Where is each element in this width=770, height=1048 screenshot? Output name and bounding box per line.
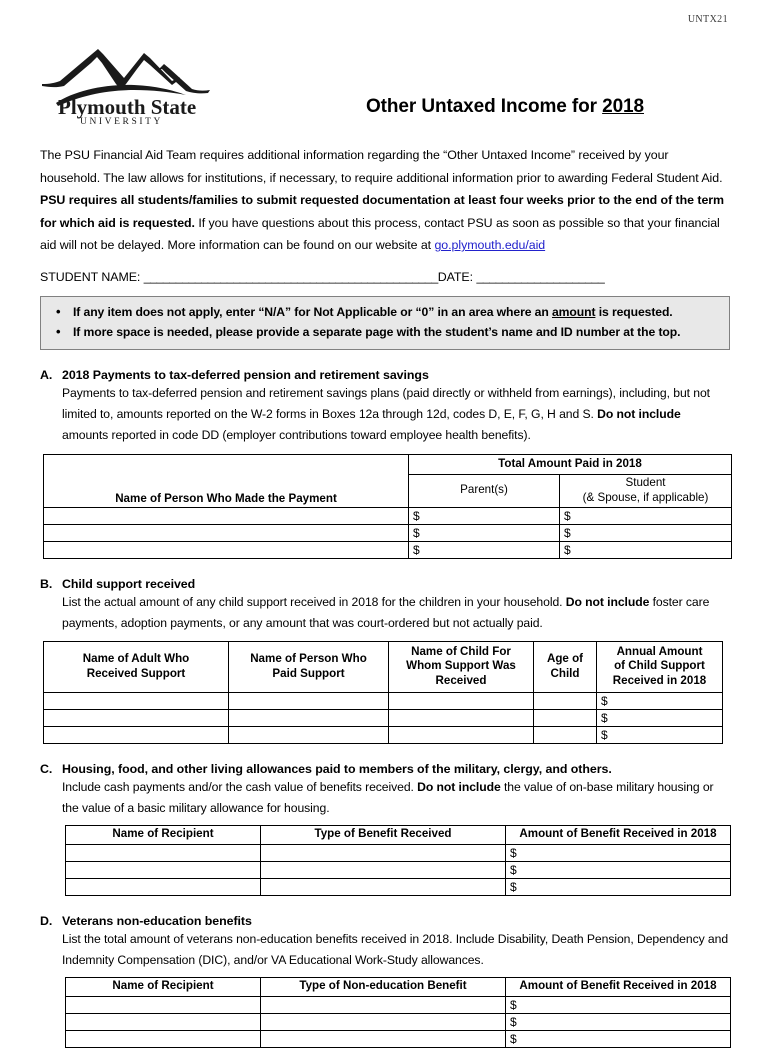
section-c-row3-recipient[interactable] bbox=[66, 878, 261, 895]
section-b-col-adult bbox=[44, 641, 229, 692]
table-row[interactable] bbox=[66, 844, 731, 861]
section-b-row1-child[interactable] bbox=[389, 692, 534, 709]
section-d-title: Veterans non-education benefits bbox=[62, 913, 252, 928]
table-header-row bbox=[44, 641, 723, 692]
section-b-col-age bbox=[534, 641, 597, 692]
section-b-row3-child[interactable] bbox=[389, 726, 534, 743]
section-c-desc-bold: Do not include bbox=[417, 779, 501, 794]
section-b-col-child-line3: Received bbox=[435, 674, 487, 688]
student-name-label: STUDENT NAME: bbox=[40, 269, 144, 284]
section-a-description bbox=[62, 383, 730, 446]
section-a-desc-2: amounts reported in code DD (employer contributions toward employee health benefits). bbox=[62, 427, 531, 442]
section-b-col-payer-line1: Name of Person Who bbox=[250, 651, 367, 665]
section-b-description bbox=[62, 592, 730, 634]
table-row[interactable] bbox=[44, 709, 723, 726]
table-header-row bbox=[66, 825, 731, 844]
section-b-col-amount bbox=[597, 641, 723, 692]
section-b-heading bbox=[40, 577, 730, 591]
section-d-row3-type[interactable] bbox=[261, 1030, 506, 1047]
form-code: UNTX21 bbox=[687, 14, 728, 25]
section-b-col-payer-line2: Paid Support bbox=[272, 666, 345, 680]
financial-aid-link[interactable]: go.plymouth.edu/aid bbox=[434, 238, 546, 253]
page-header bbox=[40, 0, 730, 124]
section-c-table bbox=[65, 825, 731, 896]
table-row[interactable] bbox=[66, 1030, 731, 1047]
table-row[interactable] bbox=[44, 692, 723, 709]
table-header-row bbox=[66, 977, 731, 996]
section-c-col-amount: Amount of Benefit Received in 2018 bbox=[506, 825, 731, 844]
section-d-col-recipient: Name of Recipient bbox=[66, 977, 261, 996]
student-name-date-line bbox=[40, 270, 730, 284]
table-header-row bbox=[44, 454, 732, 474]
section-b-row1-amount[interactable]: $ bbox=[597, 692, 723, 709]
section-a-col-parent: Parent(s) bbox=[409, 474, 560, 507]
table-row[interactable] bbox=[66, 996, 731, 1013]
section-a-span-header: Total Amount Paid in 2018 bbox=[409, 454, 732, 474]
section-c-row1-type[interactable] bbox=[261, 844, 506, 861]
section-c-row1-amount[interactable]: $ bbox=[506, 844, 731, 861]
section-b-row2-amount[interactable]: $ bbox=[597, 709, 723, 726]
section-b-col-child bbox=[389, 641, 534, 692]
section-d-col-type: Type of Non-education Benefit bbox=[261, 977, 506, 996]
mountain-logo-icon bbox=[40, 32, 240, 124]
logo-subwordmark: UNIVERSITY bbox=[80, 117, 163, 124]
section-b-desc-1: List the actual amount of any child support received in 2018 for the children in your household. bbox=[62, 594, 566, 609]
section-b-col-amount-line2: of Child Support bbox=[614, 659, 705, 673]
notice-item-1-pre: If any item does not apply, enter “N/A” for Not Applicable or “0” in an area where an bbox=[73, 304, 552, 319]
section-b-row1-age[interactable] bbox=[534, 692, 597, 709]
section-d-row2-amount[interactable]: $ bbox=[506, 1013, 731, 1030]
section-b-col-age-line2: Child bbox=[550, 666, 580, 680]
section-d bbox=[40, 914, 730, 1048]
section-b-letter: B. bbox=[40, 576, 53, 591]
section-b-row2-child[interactable] bbox=[389, 709, 534, 726]
section-c-row2-recipient[interactable] bbox=[66, 861, 261, 878]
notice-list bbox=[45, 302, 725, 343]
section-b-desc-2: foster care payments, adoption payments, or any amount that was court-ordered but not actually paid. bbox=[62, 594, 710, 630]
table-row[interactable] bbox=[66, 861, 731, 878]
section-b-row2-age[interactable] bbox=[534, 709, 597, 726]
section-a-desc-bold: Do not include bbox=[597, 406, 681, 421]
section-c-description bbox=[62, 777, 730, 819]
section-a-title: 2018 Payments to tax-deferred pension and retirement savings bbox=[62, 367, 429, 382]
section-a-row1-name[interactable] bbox=[44, 507, 409, 524]
section-b-col-adult-line1: Name of Adult Who bbox=[82, 651, 190, 665]
section-b-row3-amount[interactable]: $ bbox=[597, 726, 723, 743]
section-c-row3-type[interactable] bbox=[261, 878, 506, 895]
table-row[interactable] bbox=[44, 541, 732, 558]
intro-paragraph bbox=[40, 144, 730, 257]
notice-box bbox=[40, 296, 730, 350]
section-b-row3-adult[interactable] bbox=[44, 726, 229, 743]
section-c-letter: C. bbox=[40, 761, 53, 776]
section-a-desc-1: Payments to tax-deferred pension and retirement savings plans (paid directly or withheld from earnings), including, but not limited to, amounts reported on the W-2 forms in Boxes 12a through 12d, codes D, E, F, G, H and S. bbox=[62, 385, 710, 421]
section-a-row2-name[interactable] bbox=[44, 524, 409, 541]
section-a-row2-parent[interactable]: $ bbox=[409, 524, 560, 541]
page-title-year: 2018 bbox=[602, 96, 644, 117]
section-a-row1-parent[interactable]: $ bbox=[409, 507, 560, 524]
section-b-row3-age[interactable] bbox=[534, 726, 597, 743]
section-d-row1-recipient[interactable] bbox=[66, 996, 261, 1013]
section-c-desc-2: the value of on-base military housing or the value of a basic military allowance for housing. bbox=[62, 779, 714, 815]
section-a-col-student bbox=[560, 474, 732, 507]
table-row[interactable] bbox=[44, 507, 732, 524]
section-a-row3-name[interactable] bbox=[44, 541, 409, 558]
section-b-col-age-line1: Age of bbox=[546, 651, 584, 665]
section-b-col-child-line2: Whom Support Was bbox=[406, 659, 516, 673]
section-b-title: Child support received bbox=[62, 576, 196, 591]
table-row[interactable] bbox=[44, 726, 723, 743]
section-b-col-amount-line3: Received in 2018 bbox=[612, 674, 707, 688]
section-d-row1-amount[interactable]: $ bbox=[506, 996, 731, 1013]
section-a-row3-student[interactable]: $ bbox=[560, 541, 732, 558]
section-b-row1-adult[interactable] bbox=[44, 692, 229, 709]
section-b bbox=[40, 577, 730, 744]
table-row[interactable] bbox=[66, 1013, 731, 1030]
section-a-col-student-line2: (& Spouse, if applicable) bbox=[582, 490, 709, 504]
section-b-table bbox=[43, 641, 723, 744]
section-c-col-type: Type of Benefit Received bbox=[261, 825, 506, 844]
section-a-letter: A. bbox=[40, 367, 53, 382]
section-d-row2-recipient[interactable] bbox=[66, 1013, 261, 1030]
section-b-row3-payer[interactable] bbox=[229, 726, 389, 743]
section-a bbox=[40, 368, 730, 559]
student-name-blank[interactable]: ______________________________________________ bbox=[143, 269, 438, 284]
logo-wordmark: Plymouth State bbox=[58, 95, 197, 119]
notice-item-1-underline: amount bbox=[552, 304, 596, 319]
title-block bbox=[240, 96, 730, 124]
section-a-col-name: Name of Person Who Made the Payment bbox=[44, 454, 409, 507]
section-b-desc-bold: Do not include bbox=[565, 594, 650, 609]
section-a-row2-student[interactable]: $ bbox=[560, 524, 732, 541]
section-c-desc-1: Include cash payments and/or the cash value of benefits received. bbox=[62, 779, 418, 794]
intro-bold: PSU requires all students/families to submit requested documentation at least four weeks prior to the end of the term for which aid is requested. bbox=[40, 193, 725, 230]
notice-item-2: • If more space is needed, please provide a separate page with the student’s name and ID number at the top. bbox=[73, 322, 725, 343]
section-a-col-student-line1: Student bbox=[625, 476, 666, 490]
page-title-prefix: Other Untaxed Income for bbox=[366, 96, 603, 117]
intro-part-1: The PSU Financial Aid Team requires additional information regarding the “Other Untaxed Income” received by your household. The law allows for institutions, if necessary, to require additional information prior to awarding Federal Student Aid. bbox=[40, 148, 723, 185]
section-b-col-payer bbox=[229, 641, 389, 692]
section-b-col-adult-line2: Received Support bbox=[86, 666, 186, 680]
page-title bbox=[280, 96, 730, 118]
section-d-table bbox=[65, 977, 731, 1048]
section-d-row3-amount[interactable]: $ bbox=[506, 1030, 731, 1047]
section-a-heading bbox=[40, 368, 730, 382]
notice-item-1 bbox=[73, 302, 725, 323]
date-label: DATE: bbox=[437, 269, 477, 284]
section-c-title: Housing, food, and other living allowances paid to members of the military, clergy, and others. bbox=[62, 761, 612, 776]
section-c bbox=[40, 762, 730, 896]
section-b-row2-adult[interactable] bbox=[44, 709, 229, 726]
section-b-row1-payer[interactable] bbox=[229, 692, 389, 709]
university-logo bbox=[40, 32, 240, 124]
section-c-row2-type[interactable] bbox=[261, 861, 506, 878]
section-b-col-child-line1: Name of Child For bbox=[411, 644, 511, 658]
table-row[interactable] bbox=[44, 524, 732, 541]
section-d-row1-type[interactable] bbox=[261, 996, 506, 1013]
section-b-row2-payer[interactable] bbox=[229, 709, 389, 726]
section-a-row1-student[interactable]: $ bbox=[560, 507, 732, 524]
section-a-row3-parent[interactable]: $ bbox=[409, 541, 560, 558]
section-c-col-recipient: Name of Recipient bbox=[66, 825, 261, 844]
section-c-row1-recipient[interactable] bbox=[66, 844, 261, 861]
notice-item-1-post: is requested. bbox=[595, 304, 673, 319]
section-b-col-amount-line1: Annual Amount bbox=[616, 644, 703, 658]
section-d-description: List the total amount of veterans non-education benefits received in 2018. Include Disability, Death Pension, Dependency and Indemnity Compensation (DIC), and/or VA Educational Work-Study allowances. bbox=[62, 931, 729, 967]
table-row[interactable] bbox=[66, 878, 731, 895]
section-d-col-amount: Amount of Benefit Received in 2018 bbox=[506, 977, 731, 996]
section-c-row2-amount[interactable]: $ bbox=[506, 861, 731, 878]
section-c-row3-amount[interactable]: $ bbox=[506, 878, 731, 895]
section-a-table bbox=[43, 454, 732, 559]
intro-part-2: If you have questions about this process, contact PSU as soon as possible so that your financial aid will not be delayed. More information can be found on our website at bbox=[40, 215, 720, 253]
section-d-heading bbox=[40, 914, 730, 928]
section-d-row2-type[interactable] bbox=[261, 1013, 506, 1030]
section-d-letter: D. bbox=[40, 913, 53, 928]
section-d-row3-recipient[interactable] bbox=[66, 1030, 261, 1047]
section-c-heading bbox=[40, 762, 730, 776]
date-blank[interactable]: ____________________ bbox=[476, 269, 605, 284]
